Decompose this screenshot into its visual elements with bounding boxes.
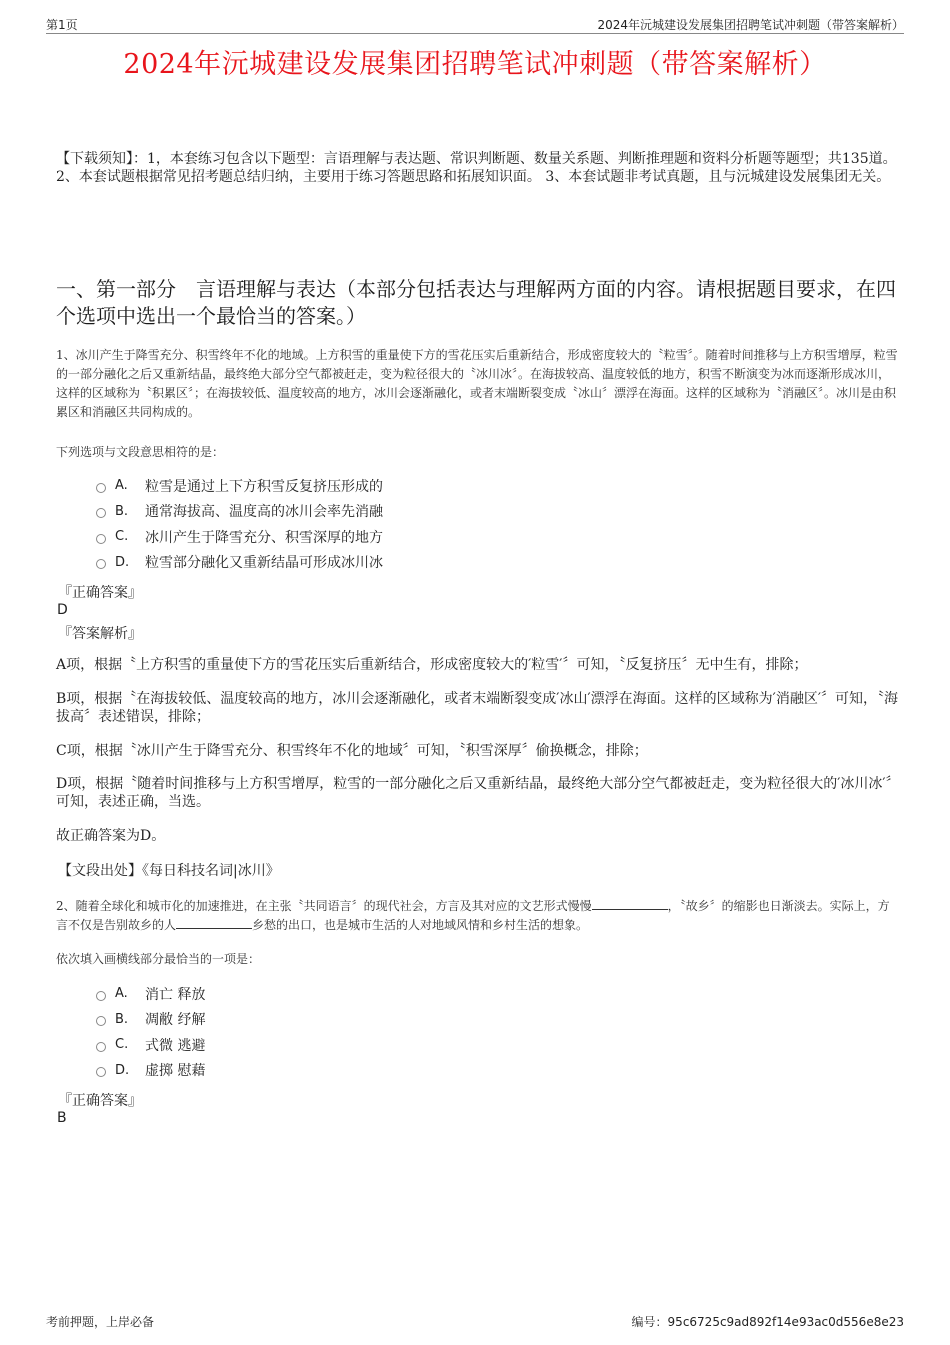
question-1-option-b[interactable]: B. 通常海拔高、温度高的冰川会率先消融 <box>96 499 383 525</box>
fill-blank-2 <box>176 917 252 929</box>
radio-icon[interactable] <box>96 1042 106 1052</box>
footer-doc-id: 编号：95c6725c9ad892f14e93ac0d556e8e23 <box>631 1315 904 1329</box>
page-header <box>46 14 904 34</box>
question-1-option-c[interactable]: C. 冰川产生于降雪充分、积雪深厚的地方 <box>96 524 383 550</box>
footer-slogan: 考前押题，上岸必备 <box>46 1315 155 1329</box>
question-1-analysis-label: 『答案解析』 <box>58 626 142 642</box>
analysis-conclusion: 故正确答案为D。 <box>56 828 166 844</box>
radio-icon[interactable] <box>96 1016 106 1026</box>
radio-icon[interactable] <box>96 559 106 569</box>
question-2-option-a[interactable]: A. 消亡 释放 <box>96 981 205 1007</box>
document-title: 2024年沅城建设发展集团招聘笔试冲刺题（带答案解析） <box>123 49 827 80</box>
analysis-item-c: C项，根据〝冰川产生于降雪充分、积雪终年不化的地域〞可知，〝积雪深厚〞偷换概念，排除； <box>56 743 648 759</box>
question-2-prompt: 依次填入画横线部分最恰当的一项是： <box>56 952 261 966</box>
question-2-text: 2、随着全球化和城市化的加速推进，在主张〝共同语言〞的现代社会，方言及其对应的文艺形式慢慢 ，〝故乡〞的缩影也日渐淡去。实际上，方言不仅是告别故乡的人 乡愁的出口，也是城市生活的人对地域风情和乡村生活的想象。 <box>56 899 890 932</box>
question-2-option-b[interactable]: B. 凋敝 纾解 <box>96 1007 205 1033</box>
question-2-option-c[interactable]: C. 式微 逃避 <box>96 1032 205 1058</box>
question-1-text: 1、冰川产生于降雪充分、积雪终年不化的地域。上方积雪的重量使下方的雪花压实后重新结合，形成密度较大的〝粒雪〞。随着时间推移与上方积雪增厚，粒雪的一部分融化之后又重新结晶，最终绝大部分空气都被赶走，变为粒径很大的〝冰川冰〞。在海拔较高、温度较低的地方，积雪不断演变为冰而逐渐形成冰川，这样的区域称为〝积累区〞；在海拔较低、温度较高的地方，冰川会逐渐融化，或者末端断裂变成〝冰山〞漂浮在海面。这样的区域称为〝消融区〞。冰川是由积累区和消融区共同构成的。 <box>56 348 898 419</box>
radio-icon[interactable] <box>96 508 106 518</box>
question-1-answer-label: 『正确答案』 <box>58 585 142 601</box>
question-2-option-d[interactable]: D. 虚掷 慰藉 <box>96 1058 205 1084</box>
radio-icon[interactable] <box>96 1067 106 1077</box>
radio-icon[interactable] <box>96 534 106 544</box>
analysis-item-b: B项，根据〝在海拔较低、温度较高的地方，冰川会逐渐融化，或者末端断裂变成′冰山′漂浮在海面。这样的区域称为′消融区′〞可知，〝海拔高〞表述错误，排除； <box>56 691 898 725</box>
radio-icon[interactable] <box>96 483 106 493</box>
fill-blank-1 <box>592 898 668 910</box>
page-number: 第1页 <box>46 18 78 32</box>
question-2-answer-label: 『正确答案』 <box>58 1093 142 1109</box>
question-1-option-d[interactable]: D. 粒雪部分融化又重新结晶可形成冰川冰 <box>96 550 383 576</box>
header-doc-title: 2024年沅城建设发展集团招聘笔试冲刺题（带答案解析） <box>597 18 904 32</box>
download-notice: 【下载须知】：1，本套练习包含以下题型：言语理解与表达题、常识判断题、数量关系题、判断推理题和资料分析题等题型；共135道。 2、本套试题根据常见招考题总结归纳，主要用于练习答题思路和拓展知识面。 3、本套试题非考试真题，且与沅城建设发展集团无关。 <box>56 151 897 185</box>
analysis-item-a: A项，根据〝上方积雪的重量使下方的雪花压实后重新结合，形成密度较大的′粒雪′〞可知，〝反复挤压〞无中生有，排除； <box>56 657 808 673</box>
radio-icon[interactable] <box>96 991 106 1001</box>
analysis-item-d: D项，根据〝随着时间推移与上方积雪增厚，粒雪的一部分融化之后又重新结晶，最终绝大部分空气都被赶走，变为粒径很大的′冰川冰′〞可知，表述正确，当选。 <box>56 776 900 810</box>
section-heading: 一、第一部分 言语理解与表达（本部分包括表达与理解两方面的内容。请根据题目要求，在四个选项中选出一个最恰当的答案。） <box>56 277 896 328</box>
question-2-answer: B <box>57 1110 67 1126</box>
question-1-option-a[interactable]: A. 粒雪是通过上下方积雪反复挤压形成的 <box>96 473 383 499</box>
question-1-source: 【文段出处】《每日科技名词|冰川》 <box>58 863 280 879</box>
question-2-options <box>96 981 205 1083</box>
question-1-options <box>96 473 383 575</box>
question-1-answer: D <box>57 602 68 618</box>
question-1-prompt: 下列选项与文段意思相符的是： <box>56 445 225 459</box>
